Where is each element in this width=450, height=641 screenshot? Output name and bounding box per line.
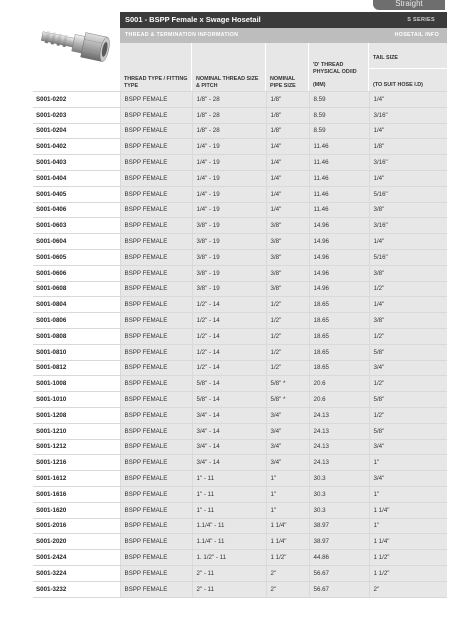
part-number-cell: S001-0405 bbox=[33, 186, 120, 202]
table-row bbox=[33, 565, 447, 581]
table-row bbox=[33, 218, 447, 234]
nominal-pipe-cell: 1/4" bbox=[266, 170, 309, 186]
nominal-thread-cell: 3/8" - 19 bbox=[192, 281, 266, 297]
d-thread-cell: 18.65 bbox=[309, 360, 369, 376]
thread-type-cell: BSPP FEMALE bbox=[120, 139, 192, 155]
part-number-cell: S001-3224 bbox=[33, 565, 120, 581]
thread-type-cell: BSPP FEMALE bbox=[120, 360, 192, 376]
tail-size-cell: 1/4" bbox=[369, 92, 447, 107]
nominal-thread-cell: 1/4" - 19 bbox=[192, 170, 266, 186]
d-thread-cell: 24.13 bbox=[309, 455, 369, 471]
nominal-pipe-cell: 1/2" bbox=[266, 328, 309, 344]
nominal-thread-cell: 1/4" - 19 bbox=[192, 202, 266, 218]
column-header-nominal-thread-label: NOMINAL THREAD SIZE & PITCH bbox=[196, 76, 259, 89]
d-thread-cell: 30.3 bbox=[309, 502, 369, 518]
hosetail-info-heading: HOSETAIL INFO bbox=[394, 32, 439, 38]
thread-type-cell: BSPP FEMALE bbox=[120, 392, 192, 408]
d-thread-cell: 14.96 bbox=[309, 265, 369, 281]
part-number-cell: S001-0402 bbox=[33, 139, 120, 155]
table-row bbox=[33, 123, 447, 139]
column-header-nominal-pipe-label: NOMINAL PIPE SIZE bbox=[270, 76, 296, 89]
nominal-thread-cell: 5/8" - 14 bbox=[192, 392, 266, 408]
thread-type-cell: BSPP FEMALE bbox=[120, 328, 192, 344]
part-number-cell: S001-1616 bbox=[33, 486, 120, 502]
table-row bbox=[33, 392, 447, 408]
nominal-thread-cell: 3/4" - 14 bbox=[192, 407, 266, 423]
nominal-thread-cell: 3/4" - 14 bbox=[192, 439, 266, 455]
nominal-thread-cell: 3/8" - 19 bbox=[192, 218, 266, 234]
nominal-pipe-cell: 1" bbox=[266, 502, 309, 518]
thread-type-cell: BSPP FEMALE bbox=[120, 170, 192, 186]
table-row bbox=[33, 155, 447, 171]
tail-size-cell: 5/16" bbox=[369, 186, 447, 202]
nominal-thread-cell: 1/8" - 28 bbox=[192, 92, 266, 107]
category-tab-label: Straight bbox=[395, 0, 423, 8]
d-thread-cell: 11.46 bbox=[309, 186, 369, 202]
thread-type-cell: BSPP FEMALE bbox=[120, 534, 192, 550]
nominal-thread-cell: 2" - 11 bbox=[192, 565, 266, 581]
table-row bbox=[33, 202, 447, 218]
nominal-pipe-cell: 2" bbox=[266, 565, 309, 581]
nominal-pipe-cell: 3/4" bbox=[266, 439, 309, 455]
nominal-pipe-cell: 2" bbox=[266, 581, 309, 597]
thread-info-heading: THREAD & TERMINATION INFORMATION bbox=[125, 32, 239, 38]
part-number-cell: S001-0608 bbox=[33, 281, 120, 297]
table-title-bar bbox=[120, 12, 447, 28]
nominal-pipe-cell: 1/8" bbox=[266, 92, 309, 107]
table-row bbox=[33, 360, 447, 376]
nominal-pipe-cell: 1/8" bbox=[266, 123, 309, 139]
d-thread-cell: 24.13 bbox=[309, 439, 369, 455]
part-number-cell: S001-1010 bbox=[33, 392, 120, 408]
d-thread-cell: 18.65 bbox=[309, 328, 369, 344]
thread-type-cell: BSPP FEMALE bbox=[120, 423, 192, 439]
tail-size-cell: 3/4" bbox=[369, 471, 447, 487]
table-row bbox=[33, 249, 447, 265]
column-header-nominal-pipe bbox=[266, 43, 308, 92]
thread-type-cell: BSPP FEMALE bbox=[120, 202, 192, 218]
table-row bbox=[33, 328, 447, 344]
nominal-pipe-cell: 1/4" bbox=[266, 155, 309, 171]
table-row bbox=[33, 455, 447, 471]
part-number-cell: S001-0603 bbox=[33, 218, 120, 234]
nominal-pipe-cell: 3/8" bbox=[266, 249, 309, 265]
table-row bbox=[33, 471, 447, 487]
table-row bbox=[33, 502, 447, 518]
table-row bbox=[33, 234, 447, 250]
d-thread-cell: 24.13 bbox=[309, 407, 369, 423]
tail-size-cell: 3/8" bbox=[369, 313, 447, 329]
tail-size-cell: 1" bbox=[369, 455, 447, 471]
thread-type-cell: BSPP FEMALE bbox=[120, 186, 192, 202]
part-number-cell: S001-2424 bbox=[33, 550, 120, 566]
nominal-thread-cell: 1/8" - 28 bbox=[192, 107, 266, 123]
thread-type-cell: BSPP FEMALE bbox=[120, 344, 192, 360]
d-thread-cell: 24.13 bbox=[309, 423, 369, 439]
tail-size-cell: 1/4" bbox=[369, 123, 447, 139]
thread-type-cell: BSPP FEMALE bbox=[120, 565, 192, 581]
thread-type-cell: BSPP FEMALE bbox=[120, 218, 192, 234]
tail-size-cell: 1 1/4" bbox=[369, 534, 447, 550]
d-thread-cell: 20.6 bbox=[309, 392, 369, 408]
part-number-cell: S001-0812 bbox=[33, 360, 120, 376]
thread-type-cell: BSPP FEMALE bbox=[120, 281, 192, 297]
thread-type-cell: BSPP FEMALE bbox=[120, 155, 192, 171]
nominal-pipe-cell: 1/4" bbox=[266, 202, 309, 218]
tail-size-cell: 5/8" bbox=[369, 344, 447, 360]
thread-type-cell: BSPP FEMALE bbox=[120, 92, 192, 107]
nominal-thread-cell: 1/4" - 19 bbox=[192, 139, 266, 155]
table-row bbox=[33, 186, 447, 202]
tail-size-cell: 1/2" bbox=[369, 376, 447, 392]
part-number-cell: S001-0403 bbox=[33, 155, 120, 171]
nominal-thread-cell: 2" - 11 bbox=[192, 581, 266, 597]
nominal-pipe-cell: 1/4" bbox=[266, 186, 309, 202]
nominal-thread-cell: 1/2" - 14 bbox=[192, 328, 266, 344]
d-thread-cell: 14.96 bbox=[309, 249, 369, 265]
d-thread-cell: 14.96 bbox=[309, 218, 369, 234]
thread-type-cell: BSPP FEMALE bbox=[120, 265, 192, 281]
column-header-d-thread bbox=[309, 43, 368, 92]
nominal-pipe-cell: 1/2" bbox=[266, 344, 309, 360]
nominal-pipe-cell: 3/8" bbox=[266, 281, 309, 297]
part-number-cell: S001-0202 bbox=[33, 92, 120, 107]
series-label: S SERIES bbox=[407, 17, 435, 23]
column-header-thread-type bbox=[120, 43, 191, 92]
part-number-cell: S001-1210 bbox=[33, 423, 120, 439]
hosetail-fitting-illustration bbox=[37, 20, 123, 70]
part-number-cell: S001-2016 bbox=[33, 518, 120, 534]
tail-size-cell: 3/4" bbox=[369, 360, 447, 376]
column-header-tail-size-sub: (TO SUIT HOSE I.D) bbox=[373, 82, 423, 88]
tail-size-cell: 1" bbox=[369, 518, 447, 534]
thread-type-cell: BSPP FEMALE bbox=[120, 123, 192, 139]
thread-type-cell: BSPP FEMALE bbox=[120, 234, 192, 250]
tail-size-cell: 1 1/2" bbox=[369, 565, 447, 581]
table-row bbox=[33, 518, 447, 534]
part-number-cell: S001-0806 bbox=[33, 313, 120, 329]
product-table-body bbox=[33, 92, 447, 597]
nominal-pipe-cell: 1/2" bbox=[266, 360, 309, 376]
nominal-thread-cell: 5/8" - 14 bbox=[192, 376, 266, 392]
fitting-image bbox=[33, 12, 119, 92]
column-header-d-thread-label: 'D' THREAD PHYSICAL OD/ID bbox=[313, 62, 357, 75]
nominal-thread-cell: 1/2" - 14 bbox=[192, 313, 266, 329]
d-thread-cell: 30.3 bbox=[309, 486, 369, 502]
nominal-pipe-cell: 3/8" bbox=[266, 218, 309, 234]
nominal-pipe-cell: 1/4" bbox=[266, 139, 309, 155]
nominal-pipe-cell: 3/4" bbox=[266, 407, 309, 423]
d-thread-cell: 11.46 bbox=[309, 139, 369, 155]
tail-size-cell: 2" bbox=[369, 581, 447, 597]
nominal-thread-cell: 3/8" - 19 bbox=[192, 265, 266, 281]
part-number-cell: S001-1208 bbox=[33, 407, 120, 423]
d-thread-cell: 8.59 bbox=[309, 92, 369, 107]
thread-type-cell: BSPP FEMALE bbox=[120, 249, 192, 265]
table-row bbox=[33, 281, 447, 297]
part-number-cell: S001-0203 bbox=[33, 107, 120, 123]
table-row bbox=[33, 107, 447, 123]
nominal-thread-cell: 1.1/4" - 11 bbox=[192, 534, 266, 550]
tail-size-cell: 5/8" bbox=[369, 392, 447, 408]
table-row bbox=[33, 297, 447, 313]
nominal-pipe-cell: 1 1/2" bbox=[266, 550, 309, 566]
d-thread-cell: 18.65 bbox=[309, 344, 369, 360]
thread-type-cell: BSPP FEMALE bbox=[120, 455, 192, 471]
nominal-pipe-cell: 3/4" bbox=[266, 423, 309, 439]
thread-type-cell: BSPP FEMALE bbox=[120, 439, 192, 455]
d-thread-cell: 56.67 bbox=[309, 581, 369, 597]
table-row bbox=[33, 423, 447, 439]
table-row bbox=[33, 581, 447, 597]
d-thread-cell: 30.3 bbox=[309, 471, 369, 487]
nominal-pipe-cell: 1 1/4" bbox=[266, 518, 309, 534]
d-thread-cell: 20.6 bbox=[309, 376, 369, 392]
nominal-pipe-cell: 1/2" bbox=[266, 313, 309, 329]
thread-type-cell: BSPP FEMALE bbox=[120, 297, 192, 313]
section-subheader bbox=[120, 28, 447, 43]
part-number-cell: S001-0804 bbox=[33, 297, 120, 313]
part-number-cell: S001-0810 bbox=[33, 344, 120, 360]
tail-size-cell: 1/2" bbox=[369, 407, 447, 423]
d-thread-cell: 18.65 bbox=[309, 297, 369, 313]
nominal-thread-cell: 1.1/4" - 11 bbox=[192, 518, 266, 534]
nominal-thread-cell: 1/2" - 14 bbox=[192, 360, 266, 376]
column-header-tail-size bbox=[369, 43, 447, 92]
table-row bbox=[33, 170, 447, 186]
table-row bbox=[33, 439, 447, 455]
thread-type-cell: BSPP FEMALE bbox=[120, 581, 192, 597]
tail-size-cell: 1 1/2" bbox=[369, 550, 447, 566]
part-number-cell: S001-0604 bbox=[33, 234, 120, 250]
part-number-cell: S001-3232 bbox=[33, 581, 120, 597]
tail-size-cell: 1" bbox=[369, 486, 447, 502]
nominal-thread-cell: 1/8" - 28 bbox=[192, 123, 266, 139]
d-thread-cell: 11.46 bbox=[309, 202, 369, 218]
table-row bbox=[33, 407, 447, 423]
thread-type-cell: BSPP FEMALE bbox=[120, 471, 192, 487]
part-number-cell: S001-0808 bbox=[33, 328, 120, 344]
column-header-nominal-thread bbox=[192, 43, 265, 92]
tail-size-cell: 1/4" bbox=[369, 170, 447, 186]
part-number-cell: S001-1612 bbox=[33, 471, 120, 487]
nominal-thread-cell: 1/2" - 14 bbox=[192, 297, 266, 313]
tail-size-cell: 1/4" bbox=[369, 234, 447, 250]
nominal-pipe-cell: 3/8" bbox=[266, 265, 309, 281]
tail-size-cell: 3/16" bbox=[369, 107, 447, 123]
thread-type-cell: BSPP FEMALE bbox=[120, 550, 192, 566]
tail-size-cell: 3/4" bbox=[369, 439, 447, 455]
d-thread-cell: 44.86 bbox=[309, 550, 369, 566]
tail-size-cell: 1/2" bbox=[369, 281, 447, 297]
column-header-thread-type-label: THREAD TYPE / FITTING TYPE bbox=[124, 76, 188, 89]
nominal-thread-cell: 1" - 11 bbox=[192, 486, 266, 502]
thread-type-cell: BSPP FEMALE bbox=[120, 376, 192, 392]
table-row bbox=[33, 313, 447, 329]
thread-type-cell: BSPP FEMALE bbox=[120, 486, 192, 502]
part-number-cell: S001-0606 bbox=[33, 265, 120, 281]
tail-size-cell: 1/8" bbox=[369, 139, 447, 155]
thread-type-cell: BSPP FEMALE bbox=[120, 107, 192, 123]
part-number-cell: S001-1008 bbox=[33, 376, 120, 392]
tail-size-cell: 5/8" bbox=[369, 423, 447, 439]
nominal-pipe-cell: 5/8" * bbox=[266, 376, 309, 392]
nominal-thread-cell: 1/2" - 14 bbox=[192, 344, 266, 360]
d-thread-cell: 56.67 bbox=[309, 565, 369, 581]
nominal-thread-cell: 3/8" - 19 bbox=[192, 234, 266, 250]
tail-size-cell: 3/16" bbox=[369, 155, 447, 171]
product-table bbox=[33, 92, 447, 598]
table-row bbox=[33, 376, 447, 392]
nominal-pipe-cell: 1/8" bbox=[266, 107, 309, 123]
tail-header-divider bbox=[369, 68, 447, 69]
part-number-cell: S001-1620 bbox=[33, 502, 120, 518]
thread-type-cell: BSPP FEMALE bbox=[120, 518, 192, 534]
nominal-pipe-cell: 1" bbox=[266, 471, 309, 487]
part-number-cell: S001-0406 bbox=[33, 202, 120, 218]
d-thread-cell: 11.46 bbox=[309, 155, 369, 171]
table-row bbox=[33, 344, 447, 360]
part-number-cell: S001-2020 bbox=[33, 534, 120, 550]
d-thread-cell: 8.59 bbox=[309, 107, 369, 123]
nominal-pipe-cell: 1" bbox=[266, 486, 309, 502]
nominal-thread-cell: 3/4" - 14 bbox=[192, 455, 266, 471]
d-thread-cell: 38.97 bbox=[309, 534, 369, 550]
thread-type-cell: BSPP FEMALE bbox=[120, 407, 192, 423]
tail-size-cell: 3/16" bbox=[369, 218, 447, 234]
part-number-cell: S001-0605 bbox=[33, 249, 120, 265]
table-title: S001 - BSPP Female x Swage Hosetail bbox=[125, 15, 261, 24]
nominal-thread-cell: 1/4" - 19 bbox=[192, 186, 266, 202]
part-number-cell: S001-0404 bbox=[33, 170, 120, 186]
nominal-pipe-cell: 3/8" bbox=[266, 234, 309, 250]
d-thread-cell: 8.59 bbox=[309, 123, 369, 139]
nominal-thread-cell: 1. 1/2" - 11 bbox=[192, 550, 266, 566]
thread-type-cell: BSPP FEMALE bbox=[120, 313, 192, 329]
nominal-pipe-cell: 1 1/4" bbox=[266, 534, 309, 550]
tail-size-cell: 3/8" bbox=[369, 265, 447, 281]
part-number-cell: S001-1212 bbox=[33, 439, 120, 455]
tail-size-cell: 1 1/4" bbox=[369, 502, 447, 518]
tail-size-cell: 5/16" bbox=[369, 249, 447, 265]
part-number-cell: S001-1216 bbox=[33, 455, 120, 471]
nominal-thread-cell: 1" - 11 bbox=[192, 502, 266, 518]
nominal-pipe-cell: 3/4" bbox=[266, 455, 309, 471]
tail-size-cell: 3/8" bbox=[369, 202, 447, 218]
nominal-thread-cell: 3/4" - 14 bbox=[192, 423, 266, 439]
table-row bbox=[33, 139, 447, 155]
d-thread-cell: 11.46 bbox=[309, 170, 369, 186]
d-thread-cell: 14.96 bbox=[309, 281, 369, 297]
d-thread-cell: 14.96 bbox=[309, 234, 369, 250]
table-row bbox=[33, 92, 447, 107]
part-number-cell: S001-0204 bbox=[33, 123, 120, 139]
tail-size-cell: 1/4" bbox=[369, 297, 447, 313]
nominal-thread-cell: 3/8" - 19 bbox=[192, 249, 266, 265]
d-thread-cell: 38.97 bbox=[309, 518, 369, 534]
column-header-tail-size-label: TAIL SIZE bbox=[373, 55, 398, 61]
table-row bbox=[33, 486, 447, 502]
table-row bbox=[33, 265, 447, 281]
table-row bbox=[33, 550, 447, 566]
tail-size-cell: 1/2" bbox=[369, 328, 447, 344]
column-header-d-thread-unit: (MM) bbox=[313, 81, 326, 88]
table-row bbox=[33, 534, 447, 550]
thread-type-cell: BSPP FEMALE bbox=[120, 502, 192, 518]
d-thread-cell: 18.65 bbox=[309, 313, 369, 329]
nominal-pipe-cell: 5/8" * bbox=[266, 392, 309, 408]
nominal-thread-cell: 1/4" - 19 bbox=[192, 155, 266, 171]
category-tab bbox=[373, 0, 445, 10]
nominal-thread-cell: 1" - 11 bbox=[192, 471, 266, 487]
nominal-pipe-cell: 1/2" bbox=[266, 297, 309, 313]
